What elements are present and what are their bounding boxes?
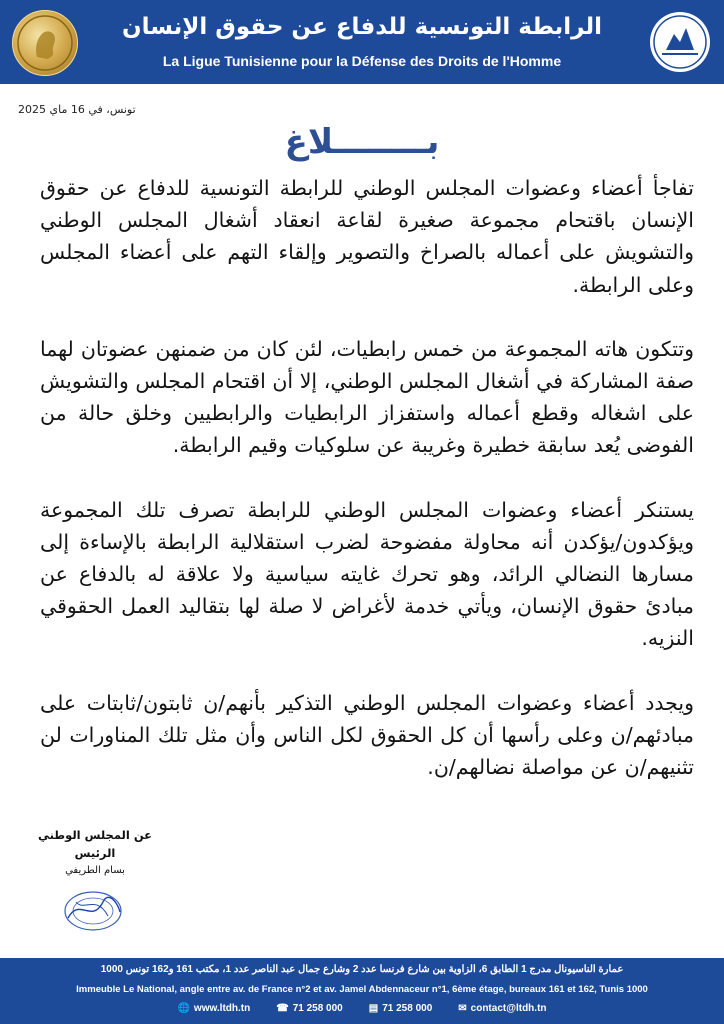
footer-contacts (0, 1003, 724, 1014)
footer-address-arabic: عمارة الناسيونال مدرج 1 الطابق 6، الزاوية بين شارع فرنسا عدد 2 وشارع جمال عبد الناصر عدد 1، مكتب 161 و162 تونس 1000 (100, 964, 624, 975)
signatory-name: بسام الطريفي (65, 865, 125, 876)
organization-name-french: La Ligue Tunisienne pour la Défense des Droits de l'Homme (162, 53, 562, 69)
footer-website[interactable] (177, 1003, 250, 1014)
letterhead-header (0, 0, 724, 84)
footer-phone-2-text: 71 258 000 (382, 1003, 433, 1014)
footer-email-text: contact@ltdh.tn (470, 1003, 547, 1014)
signature-stamp-icon (58, 886, 128, 936)
paragraph-2: وتتكون هاته المجموعة من خمس رابطيات، لئن كان من ضمنهن عضوتان لهما صفة المشاركة في أشغال المجلس الوطني، إلا أن اقتحام المجلس والتشويش على اشغاله وقطع أعماله واستفزاز الرابطيات والرابطيين وخلق حالة من الفوضى يُعد سابقة خطيرة وغريبة عن سلوكيات وقيم الرابطة. (40, 336, 694, 458)
footer-phone-1-text: 71 258 000 (292, 1003, 343, 1014)
signature-council-line: عن المجلس الوطني (37, 828, 153, 842)
footer-email[interactable] (458, 1003, 546, 1014)
footer-address-french: Immeuble Le National, angle entre av. de France n°2 et av. Jamel Abdennaceur n°1, 6ème étage, bureaux 161 et 162, Tunis 1000 (76, 984, 648, 995)
document-date: تونس، في 16 ماي 2025 (18, 103, 136, 116)
footer-phone-2 (369, 1003, 433, 1014)
document-title: بــــــــلاغ (284, 122, 440, 162)
paragraph-1: تفاجأ أعضاء وعضوات المجلس الوطني للرابطة التونسية للدفاع عن حقوق الإنسان باقتحام مجموعة صغيرة لقاعة انعقاد أشغال المجلس الوطني والتشويش على أعماله بالصراخ والتصوير وإلقاء التهم على أعضاء المجلس وعلى الرابطة. (40, 176, 694, 297)
signature-block (30, 826, 160, 880)
paragraph-4: ويجدد أعضاء وعضوات المجلس الوطني التذكير بأنهم/ن ثابتون/ثابتات على مبادئهم/ن وعلى رأسها أن كل الحقوق لكل الناس وأن مثل تلك المناورات لن تثنيهم/ن عن مواصلة نضالهم/ن. (40, 690, 694, 780)
paragraph-3: يستنكر أعضاء وعضوات المجلس الوطني للرابطة تصرف تلك المجموعة ويؤكدون/يؤكدن أنه محاولة مفضوحة لضرب استقلالية الرابطة بالإساءة إلى مسارها النضالي الرائد، وهو تحرك غايته سياسية ولا علاقة له بالدفاع عن مبادئ حقوق الإنسان، ويأتي خدمة لأغراض لا صلة لها بتقاليد العمل الحقوقي النزيه. (40, 497, 694, 651)
email-icon: ✉ (458, 1003, 467, 1014)
nobel-medal-icon (12, 10, 78, 76)
signature-role: الرئيس (74, 846, 116, 860)
fax-icon: ▤ (368, 1003, 379, 1014)
footer-website-text: www.ltdh.tn (193, 1003, 251, 1014)
letterhead-footer (0, 958, 724, 1024)
ltdh-emblem-icon (646, 8, 714, 76)
organization-name-arabic: الرابطة التونسية للدفاع عن حقوق الإنسان (121, 14, 602, 40)
phone-icon: ☎ (276, 1003, 289, 1014)
footer-phone-1 (276, 1003, 343, 1014)
globe-icon: 🌐 (177, 1003, 190, 1014)
communique-body (40, 172, 694, 815)
